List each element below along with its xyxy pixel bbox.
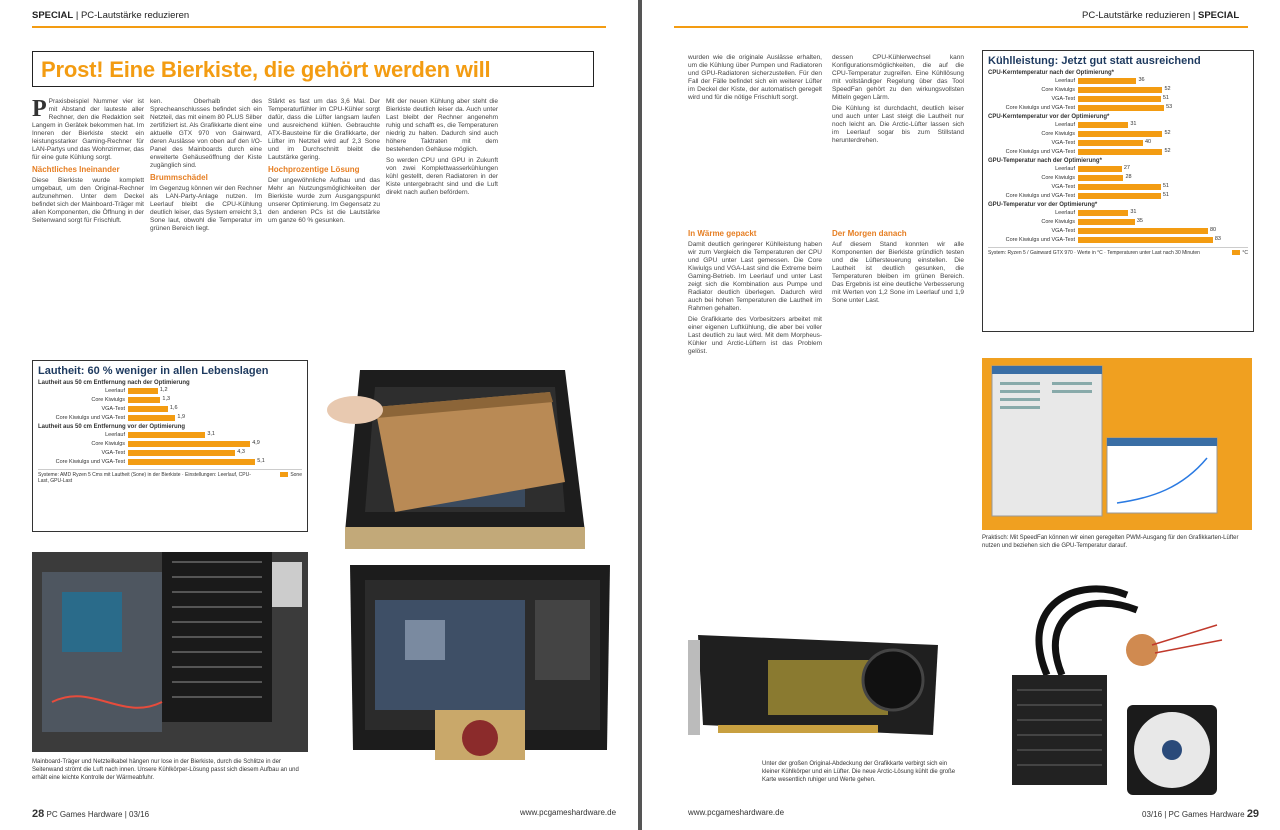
headline: Prost! Eine Bierkiste, die gehört werden will (41, 57, 491, 82)
text-column-1: wurden wie die originale Auslässe erhalten, um die Kühlung über Pumpen und Radiatoren und GPU-Radiatoren sicherzustellen. Für den Fall der Fälle befindet sich ein weiterer Lüfter im Deckel der Kiste, der automatisch geregelt wird und für die nötige Frischluft sorgt. (688, 54, 822, 101)
bar-category-label: VGA-Test (1051, 140, 1075, 146)
bar (1078, 237, 1213, 243)
bar-category-label: Core Kiwiulgs (91, 441, 125, 447)
bar-value-label: 53 (1166, 104, 1173, 110)
bar-row (38, 405, 302, 413)
subhead: Nächtliches Ineinander (32, 165, 120, 174)
bar-category-label: Core Kiwiulgs (91, 397, 125, 403)
legend-swatch (1232, 250, 1240, 255)
chart-group-label: GPU-Temperatur vor der Optimierung* (988, 202, 1098, 208)
bar-value-label: 28 (1125, 174, 1132, 180)
bar-value-label: 52 (1164, 148, 1171, 154)
bar-value-label: 27 (1123, 165, 1130, 171)
chart-body (38, 380, 302, 466)
bar-value-label: 1,3 (162, 396, 171, 402)
text-column-2: dessen CPU-Kühlerwechsel kann Konfigurationsmöglichkeiten, die auf die CPU-Temperatur zugreifen. Eine Kühllösung mit vollständiger Regelung über das Tool SpeedFan gehört zu den wirkungsvollsten Mitteln gegen Lärm. Die Kühlung ist durchdacht, deutlich leiser und auch unter Last steigt die Lautheit nur noch leicht an. Die Arctic-Lüfter lassen sich im Leerlauf sogar bis zum Stillstand herunterdrehen. (832, 54, 964, 144)
folio-url: www.pcgameshardware.de (520, 808, 617, 817)
loudness-chart (32, 360, 308, 532)
bar-category-label: Leerlauf (1055, 122, 1075, 128)
photo-graphics-card (678, 620, 958, 748)
bar-category-label: Leerlauf (1055, 210, 1075, 216)
bar (128, 397, 160, 403)
chart-body (988, 70, 1248, 244)
bar-row (988, 165, 1248, 173)
bar-value-label: 4,9 (252, 440, 260, 446)
photo-case-interior (32, 552, 308, 752)
bar-value-label: 35 (1136, 218, 1143, 224)
text-column-1: P Praxisbeispiel Nummer vier ist mit Abstand der lauteste aller Rechner, den die Redaktion seit Langem in Gerätek bekommen hat. Im Inneren der Bierkiste steckt ein leistungsstarker Gaming-Rechner für LAN-Partys und das Wohnzimmer, das für eine gute Kühlung sorgt. Nächtliches Ineinander Diese Bierkiste wurde komplett umgebaut, um den Original-Rechner aufzunehmen. Unter dem Deckel befindet sich der Mainboard-Träger mit allen Komponenten, die Öffnung in der Seitenwand sorgt für Frischluft. (32, 98, 144, 224)
bar-category-label: Core Kiwiulgs und VGA-Test (55, 415, 125, 421)
speedfan-illustration (982, 358, 1252, 530)
bar-category-label: Leerlauf (105, 388, 125, 394)
bar-row (38, 440, 302, 448)
chart-group-label: Lautheit aus 50 cm Entfernung vor der Optimierung (38, 424, 186, 430)
running-head: SPECIAL | PC-Lautstärke reduzieren (32, 10, 190, 21)
bar (1078, 166, 1122, 172)
bar-row (988, 130, 1248, 138)
bar-row (988, 148, 1248, 156)
subhead: Brummschädel (150, 173, 208, 182)
bar-category-label: Leerlauf (1055, 166, 1075, 172)
left-page (0, 0, 638, 830)
subhead: Hochprozentige Lösung (268, 165, 360, 174)
bar-category-label: Core Kiwiulgs und VGA-Test (1005, 105, 1075, 111)
bar (1078, 96, 1161, 102)
bar (1078, 193, 1161, 199)
bar (128, 406, 168, 412)
bar (128, 415, 175, 421)
subhead: Der Morgen danach (832, 229, 907, 238)
bar-value-label: 51 (1162, 183, 1169, 189)
bar-value-label: 51 (1162, 192, 1169, 198)
bar-row (988, 121, 1248, 129)
bar-row (988, 218, 1248, 226)
bar-category-label: Core Kiwiulgs und VGA-Test (55, 459, 125, 465)
bar-row (988, 236, 1248, 244)
bar-category-label: VGA-Test (1051, 184, 1075, 190)
bar-value-label: 1,2 (159, 387, 168, 393)
bar-value-label: 5,1 (257, 458, 265, 464)
cooling-chart (982, 50, 1254, 332)
bar-row (988, 104, 1248, 112)
bar-value-label: 4,3 (237, 449, 245, 455)
bar (1078, 219, 1135, 225)
folio: 03/16 | PC Games Hardware 29 (1142, 808, 1260, 820)
bar (128, 450, 235, 456)
running-head: PC-Lautstärke reduzieren | SPECIAL (1082, 10, 1240, 21)
running-head-rule (32, 26, 606, 28)
bar-row (988, 209, 1248, 217)
bar-row (988, 174, 1248, 182)
bar-value-label: 1,9 (177, 414, 186, 420)
chart-footnote: System: Ryzen 5 / Gainward GTX 970 · Werte in °C · Temperaturen unter Last nach 30 Minuten °C (988, 247, 1248, 256)
case-interior-illustration (32, 552, 308, 752)
folio: 28 PC Games Hardware | 03/16 (32, 808, 150, 820)
bar-row (988, 183, 1248, 191)
bar (128, 388, 158, 394)
bar-value-label: 52 (1164, 86, 1171, 92)
bar-value-label: 40 (1144, 139, 1152, 145)
text-column-4: Der Morgen danach Auf diesem Stand konnten wir alle Komponenten der Bierkiste gründlich testen und die Lüftersteuerung einstellen. Die Lautheit ist deutlich gesunken, die Temperaturen bleiben im grünen Bereich. Das Ergebnis ist eine deutliche Verbesserung mit Werten von 1,2 Sone im Leerlauf und 1,9 Sone unter Last. (832, 229, 964, 304)
chart-title: Lautheit: 60 % weniger in allen Lebenslagen (38, 365, 269, 377)
bar-value-label: 52 (1164, 130, 1171, 136)
bar (1078, 78, 1136, 84)
bar-category-label: Leerlauf (105, 432, 125, 438)
folio-url: www.pcgameshardware.de (688, 808, 785, 817)
photo-water-cooler (987, 565, 1252, 800)
speedfan-screenshot (982, 358, 1252, 530)
bar-category-label: Core Kiwiulgs (1041, 175, 1075, 181)
bar-category-label: Core Kiwiulgs (1041, 87, 1075, 93)
bar-row (38, 458, 302, 466)
bar-category-label: VGA-Test (1051, 96, 1075, 102)
text-column-4: Mit der neuen Kühlung aber steht die Bierkiste deutlich leiser da. Auch unter Last bleibt der Rechner angenehm ruhig und schafft es, die Temperaturen niedrig zu halten. Dadurch sind auch höhere Taktraten mit dem bestehenden Gehäuse möglich. So werden CPU und GPU in Zukunft von zwei Komplettwasserkühlungen kühl gestellt, deren Radiatoren in der Kiste untergebracht sind und die Luft direkt nach außen befördern. (386, 98, 498, 196)
photo-crate-mainboard (345, 560, 617, 770)
text-column-2: ken. Oberhalb des Sprecheanschlusses befindet sich ein Netzteil, das mit einem 80 PLUS Silber zertifiziert ist. Als Grafikkarte dient eine aktuelle GTX 970 von Gainward, deren Auslässe von oben auf den I/O-Panel des Mainboards durch eine erweiterte Gehäuseöffnung der Kiste zugänglich sind. Brummschädel Im Gegenzug können wir den Rechner als LAN-Party-Anlage nutzen. Im Leerlauf bleibt die CPU-Kühlung deutlich leiser, das System erreicht 3,1 Sone laut, obwohl die Temperatur im grünen Bereich liegt. (150, 98, 262, 232)
chart-footnote: Systeme: AMD Ryzen 5 Cms mit Lautheit (Sone) in der Bierkiste · Einstellungen: Leerlauf, CPU-Last, GPU-Last Sone (38, 469, 302, 484)
subhead: In Wärme gepackt (688, 229, 757, 238)
bar (128, 459, 255, 465)
bar-value-label: 3,1 (207, 431, 215, 437)
bar-row (38, 414, 302, 422)
bar-row (38, 396, 302, 404)
bar-category-label: Core Kiwiulgs und VGA-Test (1005, 237, 1075, 243)
bar (1078, 140, 1143, 146)
bar (1078, 228, 1208, 234)
chart-group-label: GPU-Temperatur nach der Optimierung* (988, 158, 1102, 164)
water-cooler-illustration (987, 565, 1252, 800)
bar-row (988, 139, 1248, 147)
bar-category-label: Core Kiwiulgs (1041, 131, 1075, 137)
bar (1078, 87, 1162, 93)
bar-value-label: 51 (1162, 95, 1169, 101)
bar-value-label: 36 (1138, 77, 1145, 83)
headline-box (32, 51, 594, 87)
bar (1078, 210, 1128, 216)
bar-row (988, 192, 1248, 200)
bar-category-label: VGA-Test (101, 450, 125, 456)
bar (1078, 175, 1123, 181)
bar (128, 432, 205, 438)
bar-value-label: 80 (1209, 227, 1217, 233)
screenshot-caption: Praktisch: Mit SpeedFan können wir einen geregelten PWM-Ausgang für den Grafikkarten-Lüfter nutzen und beziehen sich die GPU-Temperatur darauf. (982, 535, 1239, 549)
bar-category-label: VGA-Test (1051, 228, 1075, 234)
graphics-card-illustration (678, 620, 958, 748)
bar-value-label: 31 (1130, 209, 1137, 215)
bar-row (988, 86, 1248, 94)
right-page (642, 0, 1280, 830)
chart-group-label: CPU-Kerntemperatur vor der Optimierung* (988, 114, 1110, 120)
bar-value-label: 83 (1214, 236, 1221, 242)
bar-value-label: 1,6 (169, 405, 178, 411)
bar (1078, 184, 1161, 190)
text-column-3: In Wärme gepackt Damit deutlich geringerer Kühlleistung haben wir zum Vergleich die Temperaturen der CPU und GPU unter Last gemessen. Die Core Kiwiulgs und VGA-Last sind die Extreme beim Gaming-Betrieb. Im Leerlauf und unter Last zeigt sich die Kombination aus Pumpe und Radiator deutlich überlegen. Dadurch wird auch bei hohen Temperaturen die Lautheit im Rahmen gehalten. Die Grafikkarte des Vorbesitzers arbeitet mit einer eigenen Luftkühlung, die aber bei voller Last deutlich zu laut wird. Mit dem Morpheus-Kühler und Arctic-Lüftern ist das Problem gelöst. (688, 229, 822, 355)
bar-row (38, 387, 302, 395)
bar-category-label: Leerlauf (1055, 78, 1075, 84)
bar-value-label: 31 (1130, 121, 1137, 127)
text-column-3: Stärkt es fast um das 3,6 Mal. Der Temperaturfühler im CPU-Kühler sorgt dafür, dass die Lüfter langsam laufen und ausreichend kühlen. Gebrauchte ATX-Bausteine für die Grafikkarte, der Lüfter im Netzteil wird auf 2,3 Sone und im Durchschnitt bleibt die Lautstärke gering. Hochprozentige Lösung Der ungewöhnliche Aufbau und das Mehr an Nutzungsmöglichkeiten der Bierkiste wurde zum Ausgangspunkt unserer Optimierung. Im Gegensatz zu den anderen PCs ist die Lautstärke um ganze 60 % gesunken. (268, 98, 380, 224)
bar-category-label: VGA-Test (101, 406, 125, 412)
bar-category-label: Core Kiwiulgs und VGA-Test (1005, 149, 1075, 155)
beer-crate-illustration (315, 362, 595, 550)
bar (128, 441, 250, 447)
bar-category-label: Core Kiwiulgs und VGA-Test (1005, 193, 1075, 199)
bar-category-label: Core Kiwiulgs (1041, 219, 1075, 225)
gpu-caption: Unter der großen Original-Abdeckung der Grafikkarte verbirgt sich ein kleiner Kühlkörper und ein Lüfter. Die neue Arctic-Lösung kühlt die große Karte wesentlich ruhiger und Werte gehen. (762, 761, 956, 783)
bar (1078, 105, 1164, 111)
legend-swatch (280, 472, 288, 477)
chart-group-label: CPU-Kerntemperatur nach der Optimierung* (988, 70, 1115, 76)
bar-row (988, 77, 1248, 85)
chart-title: Kühlleistung: Jetzt gut statt ausreichend (988, 55, 1201, 67)
bar (1078, 149, 1162, 155)
bar-row (988, 227, 1248, 235)
crate-mainboard-illustration (345, 560, 617, 770)
figure-caption: Mainboard-Träger und Netzteilkabel hängen nur lose in der Bierkiste, durch die Schlitze in der Seitenwand strömt die Luft nach innen. Unsere Kühlkörper-Lösung passt sich diesem Aufbau an und erhält eine leichte Kontrolle der Wärmeabfuhr. (32, 759, 299, 781)
photo-beer-crate-lid (315, 362, 595, 550)
bar (1078, 122, 1128, 128)
bar-row (988, 95, 1248, 103)
chart-group-label: Lautheit aus 50 cm Entfernung nach der Optimierung (38, 380, 190, 386)
running-head-rule (674, 26, 1248, 28)
bar-row (38, 431, 302, 439)
bar (1078, 131, 1162, 137)
bar-row (38, 449, 302, 457)
